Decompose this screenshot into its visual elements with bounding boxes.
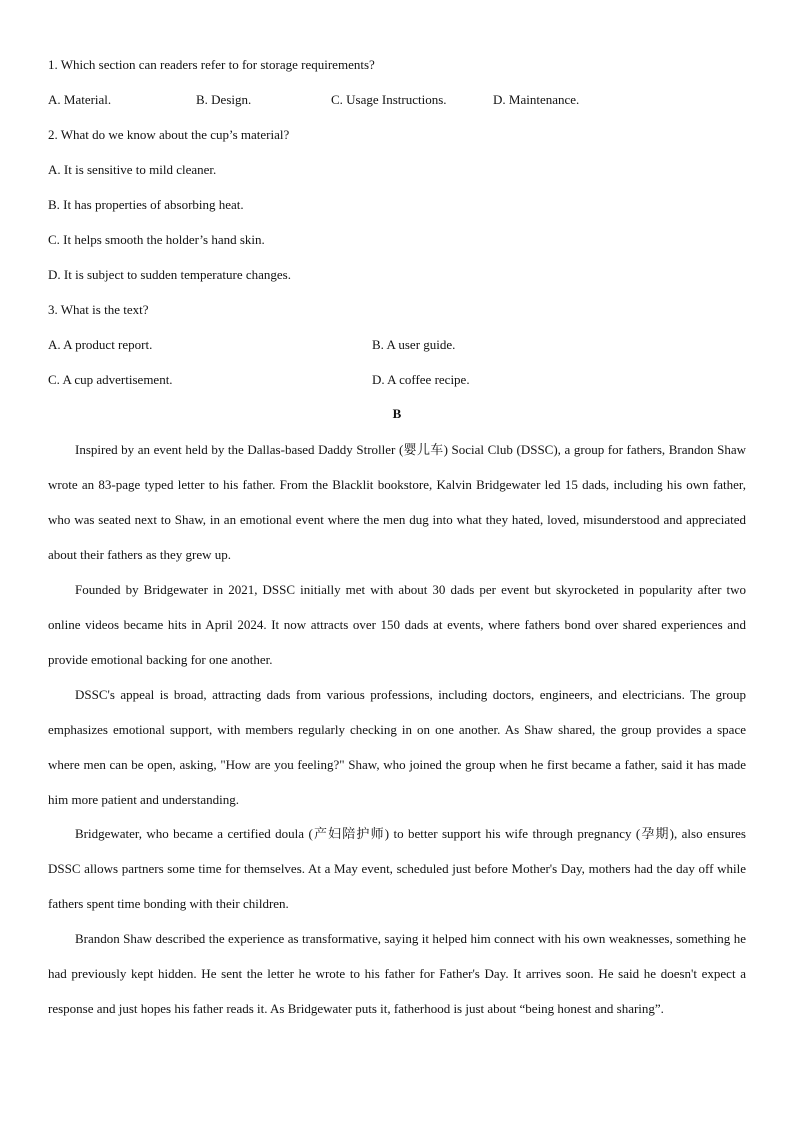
question-1-stem: 1. Which section can readers refer to for storage requirements? [48, 57, 375, 72]
passage-paragraph-1: Inspired by an event held by the Dallas-based Daddy Stroller (婴儿车) Social Club (DSSC), a group for fathers, Brandon Shaw wrote an 83-page typed letter to his father. From the Blacklit bookstore, Kalvin Bridgewater led 15 dads, including his own father, who was seated next to Shaw, in an emotional event where the men dug into what they hated, loved, misunderstood and appreciated about their fathers as they grew up. [48, 442, 746, 562]
question-1-option-a: A. Material. [48, 92, 112, 107]
question-3-option-a: A. A product report. [48, 337, 153, 352]
question-2-option-b: B. It has properties of absorbing heat. [48, 197, 244, 212]
passage-paragraph-5: Brandon Shaw described the experience as transformative, saying it helped him connect with his own weaknesses, something he had previously kept hidden. He sent the letter he wrote to his father for Father's Day. It arrives soon. He said he doesn't expect a response and just hopes his father reads it. As Bridgewater puts it, fatherhood is just about “being honest and sharing”. [48, 931, 746, 1016]
question-2-option-d: D. It is subject to sudden temperature changes. [48, 267, 291, 282]
passage-paragraph-2: Founded by Bridgewater in 2021, DSSC initially met with about 30 dads per event but skyrocketed in popularity after two online videos became hits in April 2024. It now attracts over 150 dads at events, where fathers bond over shared experiences and provide emotional backing for one another. [48, 582, 746, 667]
question-1-option-c: C. Usage Instructions. [331, 92, 447, 107]
question-3-option-d: D. A coffee recipe. [372, 372, 470, 387]
question-1-option-b: B. Design. [196, 92, 252, 107]
question-3-option-b: B. A user guide. [372, 337, 456, 352]
passage-paragraph-3: DSSC's appeal is broad, attracting dads from various professions, including doctors, engineers, and electricians. The group emphasizes emotional support, with members regularly checking in on one another. As Shaw shared, the group provides a space where men can be open, asking, "How are you feeling?" Shaw, who joined the group when he first became a father, said it has made him more patient and understanding. [48, 687, 746, 807]
question-2-option-a: A. It is sensitive to mild cleaner. [48, 162, 217, 177]
question-1-option-d: D. Maintenance. [493, 92, 580, 107]
question-2-stem: 2. What do we know about the cup’s material? [48, 127, 290, 142]
section-label: B [392, 406, 402, 421]
question-3-stem: 3. What is the text? [48, 302, 149, 317]
question-2-option-c: C. It helps smooth the holder’s hand skin. [48, 232, 265, 247]
passage-paragraph-4: Bridgewater, who became a certified doula (产妇陪护师) to better support his wife through pregnancy (孕期), also ensures DSSC allows partners some time for themselves. At a May event, scheduled just before Mother's Day, mothers had the day off while fathers spent time bonding with their children. [48, 826, 746, 911]
question-3-option-c: C. A cup advertisement. [48, 372, 173, 387]
